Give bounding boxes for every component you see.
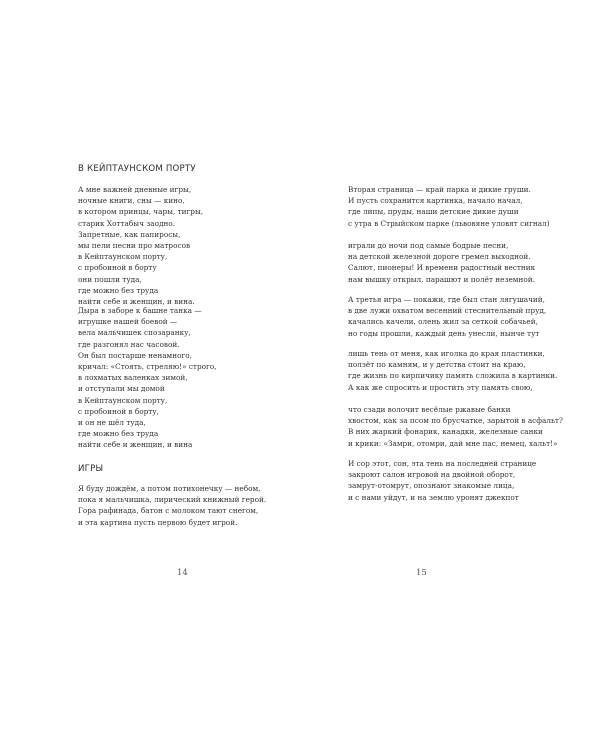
verse-line: закроют салон игровой на двойной оборот, <box>348 470 516 480</box>
verse-line: найти себе и женщин, и вина <box>78 440 193 450</box>
verse-line: Он был постарше ненамного, <box>78 350 193 360</box>
verse-line: Вторая страница — край парка и дикие груши. <box>348 185 531 194</box>
verse-line: с пробоиной в борту <box>78 263 157 273</box>
verse-line: хвостом, как за псом по брусчатке, зарытой в асфальт? <box>348 416 563 426</box>
stanza-igry-6 <box>348 404 563 449</box>
verse-line: они пошли туда, <box>78 274 142 284</box>
verse-line: в лохматых валенках зимой, <box>78 373 188 383</box>
stanza-igry-3 <box>348 240 535 285</box>
verse-line: В них жаркий фонарик, канадки, железные санки <box>348 427 543 437</box>
verse-line: что сзади волочит весёлые ржавые банки <box>348 405 511 414</box>
verse-line: мы пели песни про матросов <box>78 240 191 250</box>
verse-line: и он не шёл туда, <box>78 417 146 427</box>
verse-line: в Кейптаунском порту, <box>78 395 168 405</box>
verse-line: качались качели, олень жил за сеткой собачьей, <box>348 317 538 327</box>
verse-line: нам вышку открыл, парашют и полёт неземной. <box>348 274 535 284</box>
verse-line: и отступали мы домой <box>78 384 165 394</box>
verse-line: ночные книги, сны — кино, <box>78 196 185 206</box>
verse-line: А третья игра — покажи, где был стан лягушачий, <box>348 295 545 304</box>
right-page <box>300 0 600 750</box>
stanza-igry-7 <box>348 458 536 503</box>
verse-line: с пробоиной в борту, <box>78 406 159 416</box>
verse-line: Салют, пионеры! И времени радостный вестник <box>348 263 536 273</box>
verse-line: и эта картина пусть первою будет игрой. <box>78 517 238 527</box>
verse-line: и крики: «Замри, отомри, дай мне пас, немец, хальт!» <box>348 438 558 448</box>
verse-line: в котором принцы, чары, тигры, <box>78 207 204 217</box>
page-number-right: 15 <box>416 568 427 578</box>
verse-line: Дыра в заборе к башне танка — <box>78 306 202 315</box>
verse-line: Запретные, как папиросы, <box>78 229 181 239</box>
verse-line: в две лужи охватом весенний стеснительный пруд, <box>348 306 547 316</box>
stanza-igry-5 <box>348 348 557 393</box>
stanza-igry-2 <box>348 184 550 229</box>
verse-line: играли до ночи под самые бодрые песни, <box>348 241 509 250</box>
verse-line: игрушке нашей боевой — <box>78 317 178 327</box>
verse-line: но годы прошли, каждый день унесли, нынче тут <box>348 328 540 338</box>
verse-line: где можно без труда <box>78 429 159 439</box>
verse-line: где можно без труда <box>78 285 159 295</box>
verse-line: И сор этот, сон, эта тень на последней странице <box>348 459 537 468</box>
verse-line: замрут-отомрут, опознают знакомые лица, <box>348 481 515 491</box>
verse-line: на детской железной дороге гремел выходной. <box>348 252 531 262</box>
verse-line: с утра в Стрыйском парке (львовяне уловят сигнал) <box>348 218 550 228</box>
stanza-2 <box>78 305 217 450</box>
verse-line: Гора рафинада, батон с молоком тают снегом, <box>78 506 259 516</box>
verse-line: А мне важней дневные игры, <box>78 185 192 194</box>
stanza-igry-4 <box>348 294 546 339</box>
page-number-left: 14 <box>177 568 188 578</box>
verse-line: лишь тень от меня, как иголка до края пластинки, <box>348 349 545 358</box>
verse-line: где разгонял нас часовой. <box>78 339 180 349</box>
verse-line: найти себе и женщин, и вина. <box>78 296 195 306</box>
verse-line: в Кейптаунском порту, <box>78 252 168 262</box>
verse-line: ползёт по камням, и у детства стоит на краю, <box>348 360 526 370</box>
verse-line: И пусть сохранится картинка, начало начал, <box>348 196 523 206</box>
verse-line: где липы, пруды, наши детские дикие души <box>348 207 519 217</box>
verse-line: где жизнь по кирпичику память сложила в картинки. <box>348 371 558 381</box>
verse-line: вела мальчишек спозаранку, <box>78 328 191 338</box>
verse-line: пока я мальчишка, лирический книжный герой. <box>78 495 267 505</box>
verse-line: старик Хоттабыч заодно. <box>78 218 176 228</box>
verse-line: А как же спросить и простить эту память свою, <box>348 382 533 392</box>
verse-line: и с нами уйдут, и на землю уронят джекпот <box>348 492 519 502</box>
poem-title-keiptaun: В КЕЙПТАУНСКОМ ПОРТУ <box>78 164 196 174</box>
stanza-1 <box>78 184 203 307</box>
verse-line: Я буду дождём, а потом потихонечку — небом, <box>78 484 261 493</box>
stanza-igry-1 <box>78 483 266 528</box>
verse-line: кричал: «Стоять, стреляю!» строго, <box>78 361 217 371</box>
poem-title-igry: ИГРЫ <box>78 464 104 474</box>
